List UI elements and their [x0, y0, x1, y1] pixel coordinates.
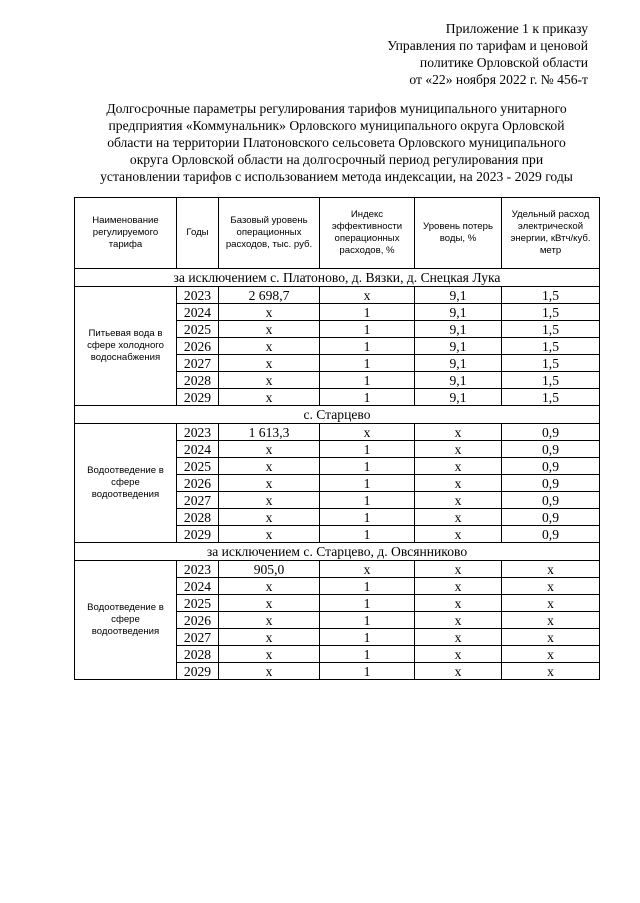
cell-base-expenses: х: [219, 338, 320, 355]
header-energy-consumption: Удельный расход электрической энергии, кВтч/куб. метр: [502, 198, 600, 269]
cell-base-expenses: х: [219, 372, 320, 389]
cell-water-losses: х: [415, 595, 502, 612]
cell-energy-consumption: 0,9: [502, 526, 600, 543]
cell-efficiency-index: 1: [320, 389, 415, 406]
header-years: Годы: [177, 198, 219, 269]
cell-year: 2027: [177, 355, 219, 372]
cell-efficiency-index: 1: [320, 355, 415, 372]
cell-energy-consumption: х: [502, 629, 600, 646]
cell-base-expenses: х: [219, 475, 320, 492]
cell-water-losses: 9,1: [415, 355, 502, 372]
cell-base-expenses: х: [219, 646, 320, 663]
table-body: [75, 269, 600, 680]
cell-efficiency-index: х: [320, 424, 415, 441]
cell-efficiency-index: 1: [320, 441, 415, 458]
cell-year: 2029: [177, 526, 219, 543]
cell-efficiency-index: х: [320, 561, 415, 578]
cell-base-expenses: х: [219, 612, 320, 629]
cell-base-expenses: х: [219, 663, 320, 680]
cell-water-losses: х: [415, 629, 502, 646]
tariff-name: Водоотведение в сфере водоотведения: [75, 424, 177, 543]
cell-efficiency-index: 1: [320, 595, 415, 612]
cell-year: 2027: [177, 492, 219, 509]
cell-energy-consumption: 1,5: [502, 355, 600, 372]
cell-energy-consumption: 1,5: [502, 389, 600, 406]
cell-year: 2026: [177, 338, 219, 355]
cell-water-losses: х: [415, 492, 502, 509]
tariff-name: Водоотведение в сфере водоотведения: [75, 561, 177, 680]
cell-energy-consumption: х: [502, 646, 600, 663]
table-header-row: [75, 198, 600, 269]
title-line: установлении тарифов с использованием метода индексации, на 2023 - 2029 годы: [100, 169, 573, 184]
cell-water-losses: х: [415, 646, 502, 663]
cell-efficiency-index: 1: [320, 629, 415, 646]
cell-water-losses: х: [415, 578, 502, 595]
cell-year: 2027: [177, 629, 219, 646]
cell-energy-consumption: х: [502, 578, 600, 595]
cell-energy-consumption: 0,9: [502, 509, 600, 526]
cell-efficiency-index: 1: [320, 321, 415, 338]
cell-energy-consumption: х: [502, 663, 600, 680]
cell-efficiency-index: 1: [320, 578, 415, 595]
header-efficiency-index: Индекс эффективности операционных расходов, %: [320, 198, 415, 269]
cell-water-losses: х: [415, 526, 502, 543]
cell-base-expenses: х: [219, 389, 320, 406]
cell-base-expenses: х: [219, 441, 320, 458]
header-base-expenses: Базовый уровень операционных расходов, тыс. руб.: [219, 198, 320, 269]
cell-efficiency-index: 1: [320, 509, 415, 526]
cell-base-expenses: х: [219, 355, 320, 372]
cell-efficiency-index: 1: [320, 304, 415, 321]
cell-base-expenses: х: [219, 578, 320, 595]
cell-water-losses: х: [415, 509, 502, 526]
cell-year: 2029: [177, 663, 219, 680]
cell-efficiency-index: х: [320, 287, 415, 304]
cell-energy-consumption: 0,9: [502, 424, 600, 441]
tariff-name: Питьевая вода в сфере холодного водоснабжения: [75, 287, 177, 406]
section-title: с. Старцево: [75, 406, 600, 424]
cell-year: 2023: [177, 287, 219, 304]
cell-efficiency-index: 1: [320, 646, 415, 663]
cell-energy-consumption: 0,9: [502, 492, 600, 509]
document-title: [74, 100, 599, 185]
header-tariff-name: Наименование регулируемого тарифа: [75, 198, 177, 269]
cell-base-expenses: х: [219, 526, 320, 543]
title-line: округа Орловской области на долгосрочный период регулирования при: [129, 152, 544, 167]
cell-year: 2025: [177, 458, 219, 475]
cell-base-expenses: х: [219, 492, 320, 509]
appendix-line: Приложение 1 к приказу: [445, 21, 588, 36]
cell-energy-consumption: 1,5: [502, 287, 600, 304]
cell-year: 2028: [177, 509, 219, 526]
appendix-line: от «22» ноября 2022 г. № 456-т: [409, 72, 588, 87]
cell-year: 2025: [177, 321, 219, 338]
cell-efficiency-index: 1: [320, 612, 415, 629]
cell-year: 2028: [177, 372, 219, 389]
cell-water-losses: х: [415, 424, 502, 441]
table-row: [75, 561, 600, 578]
cell-efficiency-index: 1: [320, 492, 415, 509]
appendix-header: [288, 20, 588, 88]
cell-energy-consumption: х: [502, 612, 600, 629]
cell-base-expenses: х: [219, 304, 320, 321]
cell-energy-consumption: 1,5: [502, 372, 600, 389]
cell-energy-consumption: 0,9: [502, 458, 600, 475]
cell-water-losses: х: [415, 612, 502, 629]
section-header-row: [75, 543, 600, 561]
cell-efficiency-index: 1: [320, 663, 415, 680]
cell-water-losses: 9,1: [415, 321, 502, 338]
appendix-line: Управления по тарифам и ценовой: [387, 38, 588, 53]
cell-water-losses: х: [415, 561, 502, 578]
table-row: [75, 424, 600, 441]
cell-water-losses: х: [415, 441, 502, 458]
cell-water-losses: 9,1: [415, 389, 502, 406]
appendix-line: политике Орловской области: [419, 55, 588, 70]
cell-water-losses: х: [415, 663, 502, 680]
cell-base-expenses: 1 613,3: [219, 424, 320, 441]
cell-base-expenses: х: [219, 458, 320, 475]
cell-year: 2028: [177, 646, 219, 663]
cell-energy-consumption: 0,9: [502, 441, 600, 458]
cell-year: 2029: [177, 389, 219, 406]
section-title: за исключением с. Платоново, д. Вязки, д. Снецкая Лука: [75, 269, 600, 287]
section-header-row: [75, 406, 600, 424]
cell-energy-consumption: 1,5: [502, 304, 600, 321]
cell-year: 2025: [177, 595, 219, 612]
title-line: Долгосрочные параметры регулирования тарифов муниципального унитарного: [106, 101, 567, 116]
cell-water-losses: х: [415, 458, 502, 475]
cell-base-expenses: х: [219, 629, 320, 646]
title-line: предприятия «Коммунальник» Орловского муниципального округа Орловской: [108, 118, 565, 133]
cell-water-losses: 9,1: [415, 338, 502, 355]
section-header-row: [75, 269, 600, 287]
header-water-losses: Уровень потерь воды, %: [415, 198, 502, 269]
cell-efficiency-index: 1: [320, 458, 415, 475]
cell-year: 2024: [177, 578, 219, 595]
cell-base-expenses: 2 698,7: [219, 287, 320, 304]
title-line: области на территории Платоновского сельсовета Орловского муниципального: [107, 135, 566, 150]
cell-efficiency-index: 1: [320, 475, 415, 492]
cell-base-expenses: х: [219, 595, 320, 612]
cell-base-expenses: х: [219, 509, 320, 526]
cell-efficiency-index: 1: [320, 372, 415, 389]
cell-base-expenses: 905,0: [219, 561, 320, 578]
cell-energy-consumption: 1,5: [502, 338, 600, 355]
cell-year: 2024: [177, 304, 219, 321]
cell-water-losses: х: [415, 475, 502, 492]
cell-year: 2023: [177, 561, 219, 578]
cell-energy-consumption: х: [502, 561, 600, 578]
cell-water-losses: 9,1: [415, 304, 502, 321]
cell-energy-consumption: х: [502, 595, 600, 612]
cell-energy-consumption: 1,5: [502, 321, 600, 338]
section-title: за исключением с. Старцево, д. Овсянниково: [75, 543, 600, 561]
table-row: [75, 287, 600, 304]
cell-water-losses: 9,1: [415, 372, 502, 389]
cell-year: 2026: [177, 612, 219, 629]
cell-base-expenses: х: [219, 321, 320, 338]
tariff-parameters-table: [74, 197, 600, 680]
cell-year: 2026: [177, 475, 219, 492]
cell-water-losses: 9,1: [415, 287, 502, 304]
cell-energy-consumption: 0,9: [502, 475, 600, 492]
cell-efficiency-index: 1: [320, 526, 415, 543]
cell-year: 2024: [177, 441, 219, 458]
cell-efficiency-index: 1: [320, 338, 415, 355]
cell-year: 2023: [177, 424, 219, 441]
